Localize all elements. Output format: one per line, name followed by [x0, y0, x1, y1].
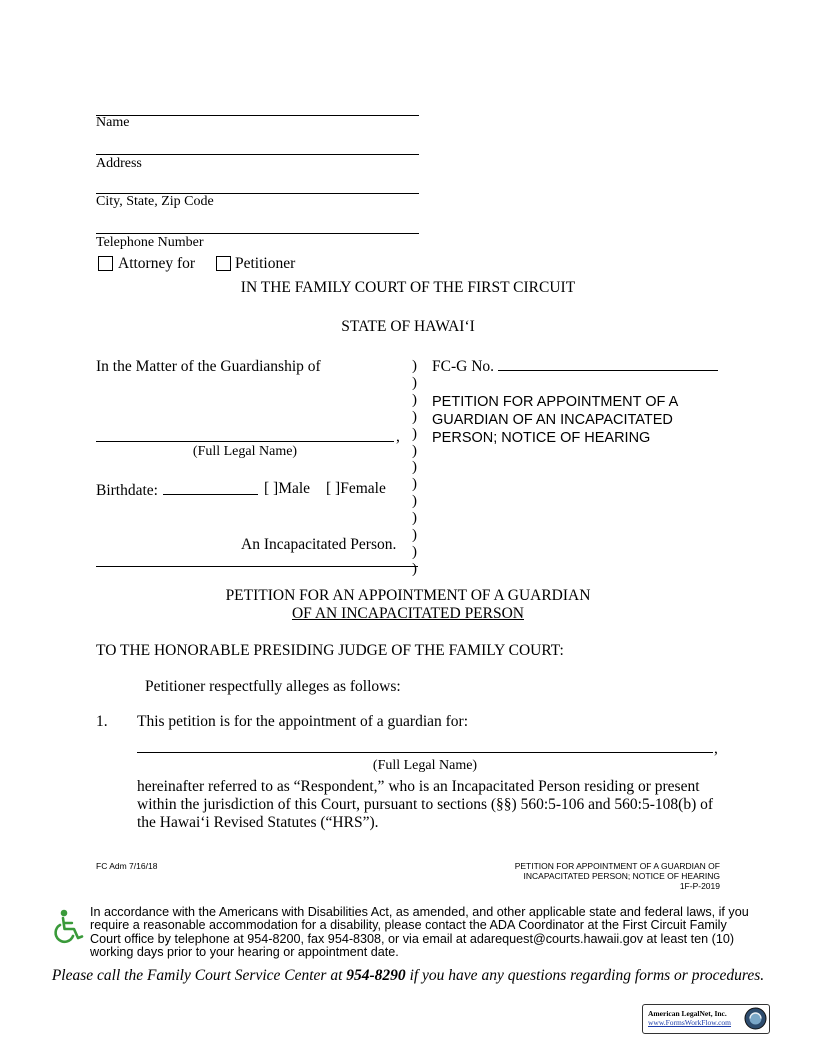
telephone-line[interactable]	[96, 233, 419, 234]
paren: )	[412, 510, 417, 527]
paren: )	[412, 391, 417, 408]
fcg-number-line[interactable]	[498, 370, 718, 371]
body-title-line1: PETITION FOR AN APPOINTMENT OF A GUARDIAN	[225, 587, 591, 604]
service-phone: 954-8290	[346, 967, 406, 984]
city-state-zip-label: City, State, Zip Code	[96, 194, 214, 209]
guardianship-name-line[interactable]	[96, 441, 394, 442]
paren: )	[412, 476, 417, 493]
caption-paren-column	[412, 358, 417, 578]
paren: )	[412, 358, 417, 374]
respondent-name-line[interactable]	[137, 752, 713, 753]
ada-notice	[90, 906, 749, 960]
paragraph-line: within the jurisdiction of this Court, pursuant to sections (§§) 560:5-106 and 560:5-108(b) of	[137, 796, 714, 813]
doc-title-line: PETITION FOR APPOINTMENT OF A	[432, 394, 679, 410]
paren: )	[412, 493, 417, 510]
birthdate-line[interactable]	[163, 494, 258, 495]
birthdate-label: Birthdate:	[96, 482, 158, 499]
attorney-for-checkbox[interactable]	[98, 256, 113, 271]
paren: )	[412, 560, 417, 577]
paren: )	[412, 442, 417, 459]
caption-bottom-line	[96, 566, 418, 567]
footer-form-number: 1F-P-2019	[679, 881, 720, 891]
icon-head	[61, 910, 68, 917]
footer-title-line: INCAPACITATED PERSON; NOTICE OF HEARING	[523, 871, 720, 881]
incapacitated-person-label: An Incapacitated Person.	[241, 536, 397, 553]
item1-comma: ,	[714, 740, 718, 757]
doc-title-line: PERSON; NOTICE OF HEARING	[432, 430, 651, 446]
ada-line: In accordance with the Americans with Disabilities Act, as amended, and other applicable state and federal laws, if you	[90, 905, 749, 919]
paren: )	[412, 543, 417, 560]
ada-line: require a reasonable accommodation for a disability, please contact the ADA Coordinator at the First Circuit Family	[90, 918, 727, 933]
logo-line1: American LegalNet, Inc.	[648, 1009, 727, 1018]
attorney-for-label: Attorney for	[118, 255, 196, 272]
service-after: if you have any questions regarding forms or procedures.	[405, 967, 765, 984]
fcg-number-label: FC-G No.	[432, 358, 495, 375]
address-label: Address	[96, 156, 142, 171]
paragraph-line: the Hawai‘i Revised Statutes (“HRS”).	[137, 814, 379, 831]
petitioner-label: Petitioner	[235, 255, 296, 272]
paragraph-line: hereinafter referred to as “Respondent,” who is an Incapacitated Person residing or present	[137, 778, 700, 795]
ada-line: working days prior to your hearing or appointment date.	[90, 945, 399, 960]
male-option[interactable]: [ ]Male	[264, 480, 311, 497]
petitioner-checkbox[interactable]	[216, 256, 231, 271]
court-name: IN THE FAMILY COURT OF THE FIRST CIRCUIT	[240, 279, 576, 296]
footer-title-line: PETITION FOR APPOINTMENT OF A GUARDIAN OF	[514, 861, 720, 871]
court-state: STATE OF HAWAI‘I	[341, 318, 475, 335]
paren: )	[412, 459, 417, 476]
doc-title-line: GUARDIAN OF AN INCAPACITATED	[432, 412, 673, 428]
salutation: TO THE HONORABLE PRESIDING JUDGE OF THE FAMILY COURT:	[96, 642, 564, 659]
body-title-underlined: OF AN INCAPACITATED PERSON	[291, 605, 524, 622]
form-code: FC Adm 7/16/18	[96, 861, 158, 871]
globe-icon	[744, 1007, 767, 1030]
caption-comma: ,	[396, 428, 400, 445]
female-option[interactable]: [ ]Female	[326, 480, 386, 497]
item1-text: This petition is for the appointment of a guardian for:	[137, 713, 469, 730]
footer-title	[420, 861, 720, 891]
full-legal-name-label: (Full Legal Name)	[192, 444, 298, 459]
publisher-logo[interactable]	[642, 1004, 770, 1034]
matter-of-label: In the Matter of the Guardianship of	[96, 358, 321, 375]
logo-link[interactable]: www.FormsWorkFlow.com	[648, 1018, 732, 1027]
paren: )	[412, 408, 417, 425]
wheelchair-accessibility-icon	[51, 909, 85, 945]
paren: )	[412, 425, 417, 442]
item1-full-legal-name: (Full Legal Name)	[372, 758, 478, 773]
intro-text: Petitioner respectfully alleges as follows:	[145, 678, 401, 695]
item1-number: 1.	[96, 713, 108, 730]
ada-line: Court office by telephone at 954-8200, fax 954-8308, or via email at adarequest@courts.hawaii.gov at least ten (10)	[90, 931, 735, 946]
document-title-caption	[432, 393, 678, 447]
name-label: Name	[96, 115, 130, 130]
item1-paragraph	[137, 778, 713, 832]
service-before: Please call the Family Court Service Center at	[51, 967, 347, 984]
telephone-label: Telephone Number	[96, 235, 204, 250]
address-line[interactable]	[96, 154, 419, 155]
paren: )	[412, 374, 417, 391]
name-line[interactable]	[96, 115, 419, 116]
service-center-notice	[0, 967, 816, 985]
paren: )	[412, 527, 417, 544]
body-title-line2	[0, 605, 816, 623]
